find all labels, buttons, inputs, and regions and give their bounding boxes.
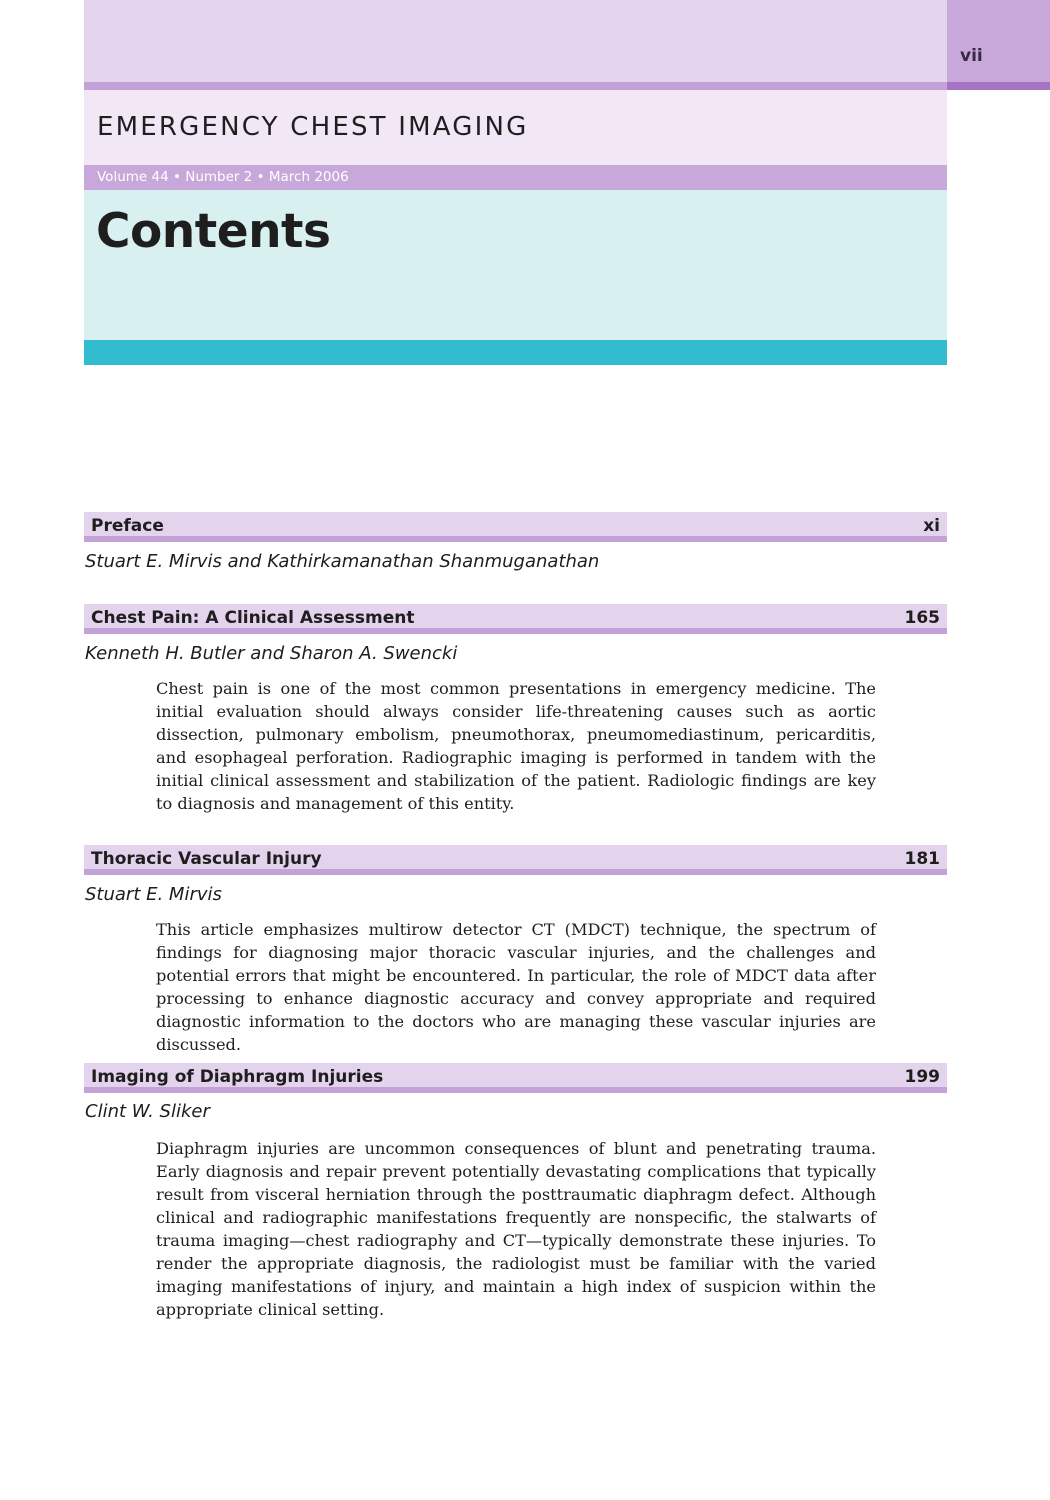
header-band — [84, 0, 947, 82]
toc-entry-diaphragm-injuries[interactable] — [84, 1063, 947, 1093]
contents-heading: Contents — [96, 204, 331, 259]
entry-title[interactable]: Preface — [91, 516, 164, 536]
volume-info: Volume 44 • Number 2 • March 2006 — [97, 169, 349, 185]
contents-rule — [84, 340, 947, 365]
page-number: vii — [960, 46, 983, 66]
journal-title-band — [84, 90, 947, 165]
entry-title[interactable]: Chest Pain: A Clinical Assessment — [91, 608, 415, 628]
entry-abstract: Diaphragm injuries are uncommon consequences of blunt and penetrating trauma. Early diagnosis and repair prevent potentially devastating complications that typically result from visceral herniation through the posttraumatic diaphragm defect. Although clinical and radiographic manifestations frequently are nonspecific, the stalwarts of trauma imaging—chest radiography and CT—typically demonstrate these injuries. To render the appropriate diagnosis, the radiologist must be familiar with the varied imaging manifestations of injury, and maintain a high index of suspicion within the appropriate clinical setting. — [156, 1139, 876, 1319]
entry-authors: Stuart E. Mirvis and Kathirkamanathan Shanmuganathan — [85, 551, 600, 572]
page-tab — [947, 0, 1050, 82]
entry-title[interactable]: Imaging of Diaphragm Injuries — [91, 1067, 384, 1087]
entry-abstract: This article emphasizes multirow detector CT (MDCT) technique, the spectrum of findings for diagnosing major thoracic vascular injuries, and the challenges and potential errors that might be encountered. In particular, the role of MDCT data after processing to enhance diagnostic accuracy and convey appropriate and required diagnostic information to the doctors who are managing these vascular injuries are discussed. — [156, 920, 876, 1054]
page-tab-rule — [947, 82, 1050, 90]
toc-entry-preface[interactable] — [84, 512, 947, 542]
entry-page-number[interactable]: 165 — [904, 608, 940, 628]
header-rule — [84, 82, 947, 90]
entry-page-number[interactable]: 181 — [904, 849, 940, 869]
entry-page-number[interactable]: 199 — [904, 1067, 940, 1087]
entry-authors: Stuart E. Mirvis — [85, 884, 222, 905]
entry-authors: Clint W. Sliker — [85, 1101, 210, 1122]
entry-title[interactable]: Thoracic Vascular Injury — [91, 849, 322, 869]
toc-entry-thoracic-vascular-injury[interactable] — [84, 845, 947, 875]
entry-page-number[interactable]: xi — [923, 516, 940, 536]
toc-entry-chest-pain[interactable] — [84, 604, 947, 634]
entry-abstract: Chest pain is one of the most common presentations in emergency medicine. The initial evaluation should always consider life-threatening causes such as aortic dissection, pulmonary embolism, pneumothorax, pneumomediastinum, pericarditis, and esophageal perforation. Radiographic imaging is performed in tandem with the initial clinical assessment and stabilization of the patient. Radiologic findings are key to diagnosis and management of this entity. — [156, 679, 876, 813]
journal-title: EMERGENCY CHEST IMAGING — [97, 112, 529, 142]
contents-band — [84, 190, 947, 340]
volume-band — [84, 165, 947, 190]
entry-authors: Kenneth H. Butler and Sharon A. Swencki — [85, 643, 458, 664]
